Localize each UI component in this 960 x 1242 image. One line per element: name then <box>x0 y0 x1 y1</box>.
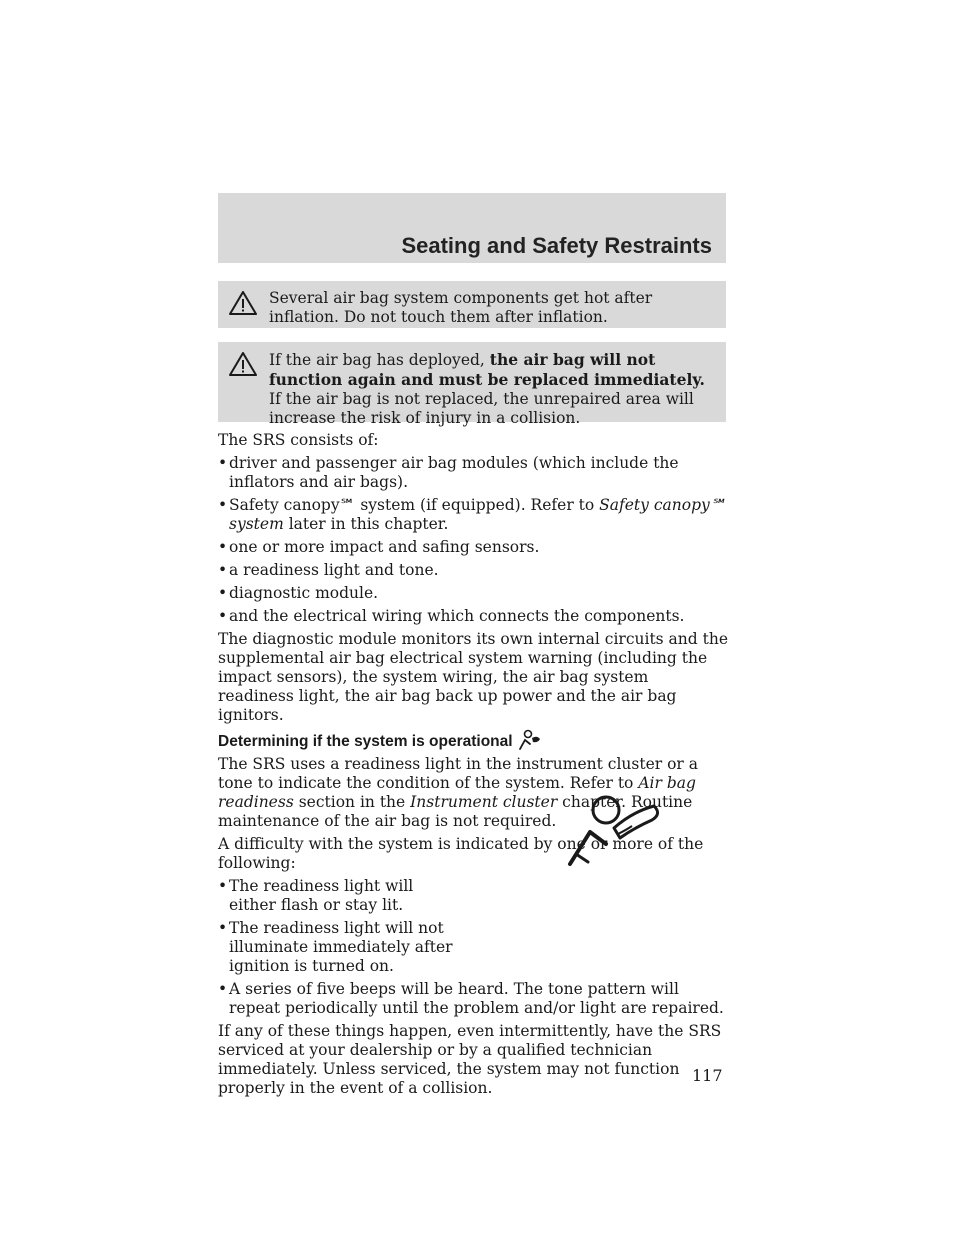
airbag-warning-light-icon <box>562 782 682 882</box>
header-band <box>218 193 726 263</box>
bullet-icon: • <box>218 584 228 602</box>
list-item: • The readiness light will not illuminate immediately after ignition is turned on. <box>218 919 453 975</box>
list-item: • a readiness light and tone. <box>218 561 439 579</box>
page-number: 117 <box>692 1066 723 1085</box>
closing-paragraph: If any of these things happen, even intermittently, have the SRS serviced at your dealership or by a qualified technician immediately. Unless serviced, the system may not function properly in the event of a collision. <box>218 1022 722 1097</box>
list-item: • and the electrical wiring which connects the components. <box>218 607 685 625</box>
page-title: Seating and Safety Restraints <box>401 233 712 258</box>
warning-bold: the air bag will not function again and must be replaced immediately. <box>269 350 705 389</box>
difficulty-intro: A difficulty with the system is indicated by one or more of the following: <box>218 835 704 872</box>
airbag-occupant-icon <box>517 729 543 751</box>
warning-tail: If the air bag is not replaced, the unrepaired area will increase the risk of injury in a collision. <box>269 390 694 427</box>
bullet-icon: • <box>218 980 228 998</box>
list-item: • diagnostic module. <box>218 584 379 602</box>
list-item: • The readiness light will either flash or stay lit. <box>218 877 414 914</box>
bullet-icon: • <box>218 877 228 895</box>
bullet-icon: • <box>218 454 228 472</box>
warning-box-hot-components <box>218 281 726 328</box>
main-content <box>218 431 728 1102</box>
warning-triangle-icon <box>228 351 258 377</box>
list-item: • one or more impact and safing sensors. <box>218 538 540 556</box>
section-heading: Determining if the system is operational <box>218 729 728 751</box>
list-item: • A series of five beeps will be heard. The tone pattern will repeat periodically until the problem and/or light are repaired. <box>218 980 724 1017</box>
monitor-paragraph: The diagnostic module monitors its own internal circuits and the supplemental air bag electrical system warning (including the impact sensors), the system wiring, the air bag system readiness light, the air bag back up power and the air bag ignitors. <box>218 630 729 724</box>
srs-intro: The SRS consists of: <box>218 431 379 449</box>
warning-text: Several air bag system components get hot after inflation. Do not touch them after inflation. <box>269 289 653 326</box>
warning-lead: If the air bag has deployed, <box>269 351 485 369</box>
bullet-icon: • <box>218 561 228 579</box>
bullet-icon: • <box>218 538 228 556</box>
canopy-reference: Safety canopy℠ system <box>229 496 726 533</box>
readiness-paragraph: The SRS uses a readiness light in the instrument cluster or a tone to indicate the condition of the system. Refer to Air bag readiness section in the Instrument cluster chapter. Routine maintenance of the air bag is not required. <box>218 755 699 830</box>
warning-triangle-icon <box>228 290 258 316</box>
instrument-cluster-reference: Instrument cluster <box>410 793 558 811</box>
list-item: • Safety canopy℠ system (if equipped). Refer to Safety canopy℠ system later in this chapter. <box>218 496 726 533</box>
air-bag-readiness-reference: Air bag readiness <box>218 774 696 811</box>
warning-box-deployed <box>218 342 726 427</box>
warning-text <box>269 350 712 428</box>
list-item: • driver and passenger air bag modules (which include the inflators and air bags). <box>218 454 679 491</box>
bullet-icon: • <box>218 607 228 625</box>
bullet-icon: • <box>218 496 228 514</box>
bullet-icon: • <box>218 919 228 937</box>
